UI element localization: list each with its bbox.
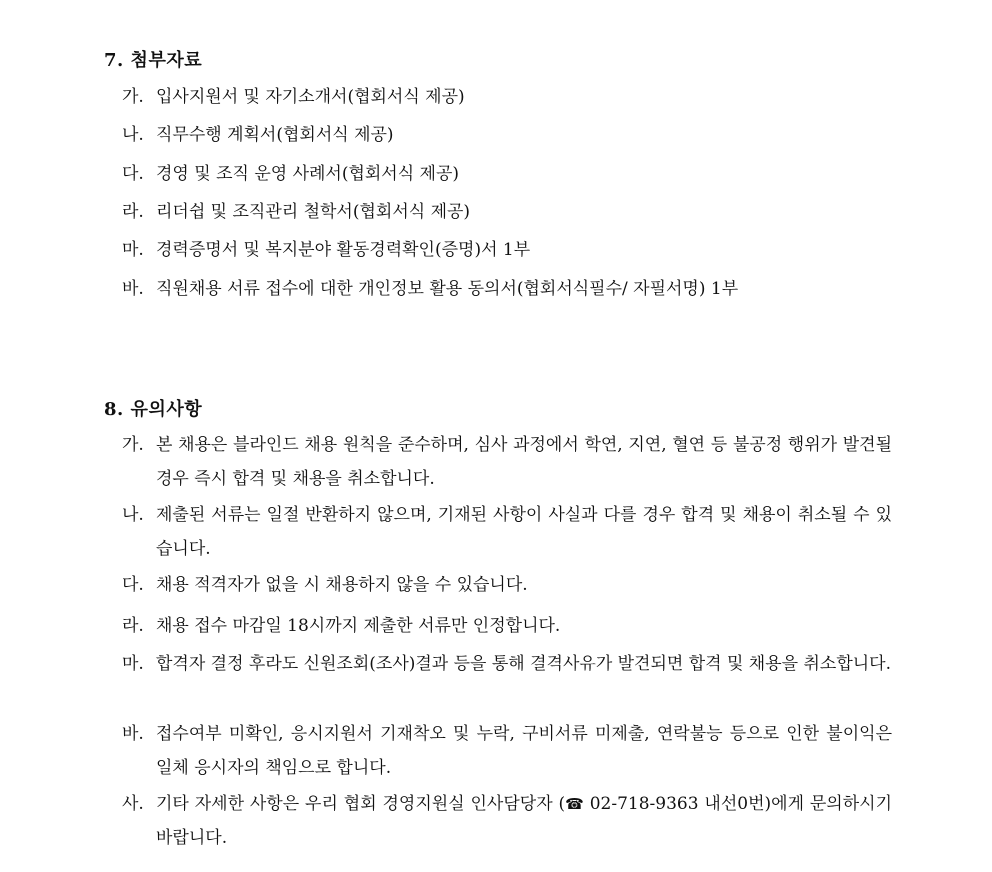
section-8-item-ba xyxy=(122,717,892,785)
item-text: 경력증명서 및 복지분야 활동경력확인(증명)서 1부 xyxy=(156,240,531,260)
section-7-item-ga xyxy=(122,80,892,114)
item-marker: 나. xyxy=(122,125,144,145)
section-8-item-da xyxy=(122,568,892,602)
section-8-item-ma xyxy=(122,647,892,681)
item-marker: 가. xyxy=(122,435,144,455)
item-text: 직무수행 계획서(협회서식 제공) xyxy=(156,125,394,145)
item-marker: 다. xyxy=(122,575,144,595)
item-marker: 라. xyxy=(122,202,144,222)
section-7-item-ma xyxy=(122,233,892,267)
section-8-item-sa xyxy=(122,787,892,855)
item-text-before: 기타 자세한 사항은 우리 협회 경영지원실 인사담당자 ( xyxy=(156,794,566,814)
item-text-after: 02-718-9363 내선0번)에게 문의하시기 바랍니다. xyxy=(156,794,892,848)
section-8-title: 8. 유의사항 xyxy=(104,399,203,420)
item-marker: 사. xyxy=(122,794,144,814)
item-marker: 다. xyxy=(122,164,144,184)
item-text: 직원채용 서류 접수에 대한 개인정보 활용 동의서(협회서식필수/ 자필서명) 1부 xyxy=(156,279,739,299)
item-marker: 가. xyxy=(122,87,144,107)
section-7-item-na xyxy=(122,118,892,152)
item-text: 입사지원서 및 자기소개서(협회서식 제공) xyxy=(156,87,465,107)
section-7-item-ra xyxy=(122,195,892,229)
item-marker: 라. xyxy=(122,616,144,636)
item-text: 리더쉽 및 조직관리 철학서(협회서식 제공) xyxy=(156,202,471,222)
section-7-item-da xyxy=(122,157,892,191)
section-7-item-ba xyxy=(122,272,892,306)
item-text: 본 채용은 블라인드 채용 원칙을 준수하며, 심사 과정에서 학연, 지연, 혈연 등 불공정 행위가 발견될 경우 즉시 합격 및 채용을 취소합니다. xyxy=(156,435,892,489)
item-marker: 나. xyxy=(122,505,144,525)
item-text: 채용 접수 마감일 18시까지 제출한 서류만 인정합니다. xyxy=(156,616,561,636)
item-marker: 마. xyxy=(122,654,144,674)
item-text: 접수여부 미확인, 응시지원서 기재착오 및 누락, 구비서류 미제출, 연락불능 등으로 인한 불이익은 일체 응시자의 책임으로 합니다. xyxy=(156,724,892,778)
item-text: 제출된 서류는 일절 반환하지 않으며, 기재된 사항이 사실과 다를 경우 합격 및 채용이 취소될 수 있습니다. xyxy=(156,505,892,559)
item-marker: 마. xyxy=(122,240,144,260)
item-marker: 바. xyxy=(122,279,144,299)
section-8-item-na xyxy=(122,498,892,566)
section-8-item-ra xyxy=(122,609,892,643)
phone-icon: ☎ xyxy=(565,795,584,813)
section-7-title: 7. 첨부자료 xyxy=(104,50,203,71)
item-text: 채용 적격자가 없을 시 채용하지 않을 수 있습니다. xyxy=(156,575,528,595)
item-marker: 바. xyxy=(122,724,144,744)
section-8-item-ga xyxy=(122,428,892,496)
item-text: 합격자 결정 후라도 신원조회(조사)결과 등을 통해 결격사유가 발견되면 합격 및 채용을 취소합니다. xyxy=(156,654,891,674)
item-text: 경영 및 조직 운영 사례서(협회서식 제공) xyxy=(156,164,460,184)
item-text xyxy=(156,787,892,855)
